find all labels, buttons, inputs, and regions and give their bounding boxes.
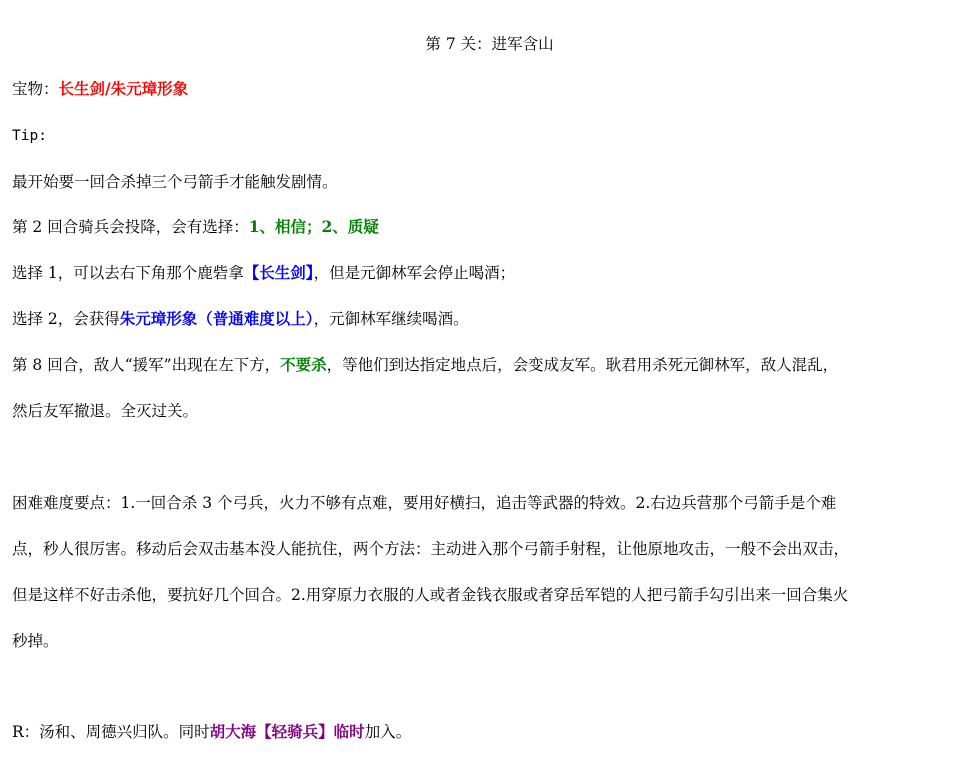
hard-mode-line-1: 困难难度要点：1.一回合杀 3 个弓兵，火力不够有点难，要用好横扫，追击等武器的特效。2.右边兵营那个弓箭手是个难 bbox=[12, 494, 837, 512]
start-instruction: 最开始要一回合杀掉三个弓箭手才能触发剧情。 bbox=[12, 173, 338, 191]
recruit-line bbox=[12, 721, 973, 743]
choice1-text-a: 选择 1，可以去右下角那个鹿砦拿 bbox=[12, 264, 244, 282]
recruit-text-b: 加入。 bbox=[364, 723, 412, 741]
page-title: 第 7 关：进军含山 bbox=[425, 35, 554, 53]
choice1-item: 【长生剑】 bbox=[243, 263, 314, 282]
round8-text-b: ，等他们到达指定地点后，会变成友军。耿君用杀死元御林军，敌人混乱， bbox=[326, 356, 839, 374]
recruit-name: 胡大海【轻骑兵】临时 bbox=[209, 722, 365, 741]
choice2-line bbox=[12, 308, 973, 330]
choice2-item: 朱元璋形象（普通难度以上） bbox=[119, 309, 314, 328]
recruit-text-a: R：汤和、周德兴归队。同时 bbox=[12, 723, 210, 741]
round2-line bbox=[12, 216, 973, 238]
round8-line-continued: 然后友军撤退。全灭过关。 bbox=[12, 402, 199, 420]
round8-line bbox=[12, 354, 973, 376]
round8-text-a: 第 8 回合，敌人“援军”出现在左下方， bbox=[12, 356, 281, 374]
hard-mode-line-4: 秒掉。 bbox=[12, 632, 59, 650]
round8-highlight: 不要杀 bbox=[280, 355, 327, 374]
round2-choices: 1、相信；2、质疑 bbox=[248, 217, 379, 236]
treasure-label: 宝物： bbox=[12, 80, 59, 98]
choice2-text-b: ，元御林军继续喝酒。 bbox=[313, 310, 469, 328]
tip-label: Tip: bbox=[12, 128, 47, 144]
choice2-text-a: 选择 2，会获得 bbox=[12, 310, 120, 328]
hard-mode-line-3: 但是这样不好击杀他，要抗好几个回合。2.用穿原力衣服的人或者金钱衣服或者穿岳军铠的人把弓箭手勾引出来一回合集火 bbox=[12, 586, 849, 604]
choice1-line bbox=[12, 262, 973, 284]
choice1-text-b: ，但是元御林军会停止喝酒； bbox=[313, 264, 516, 282]
treasure-value: 长生剑/朱元璋形象 bbox=[58, 79, 189, 98]
round2-text: 第 2 回合骑兵会投降，会有选择： bbox=[12, 218, 249, 236]
treasure-line bbox=[12, 78, 973, 100]
hard-mode-line-2: 点，秒人很厉害。移动后会双击基本没人能抗住，两个方法：主动进入那个弓箭手射程，让他原地攻击，一般不会出双击， bbox=[12, 540, 850, 558]
